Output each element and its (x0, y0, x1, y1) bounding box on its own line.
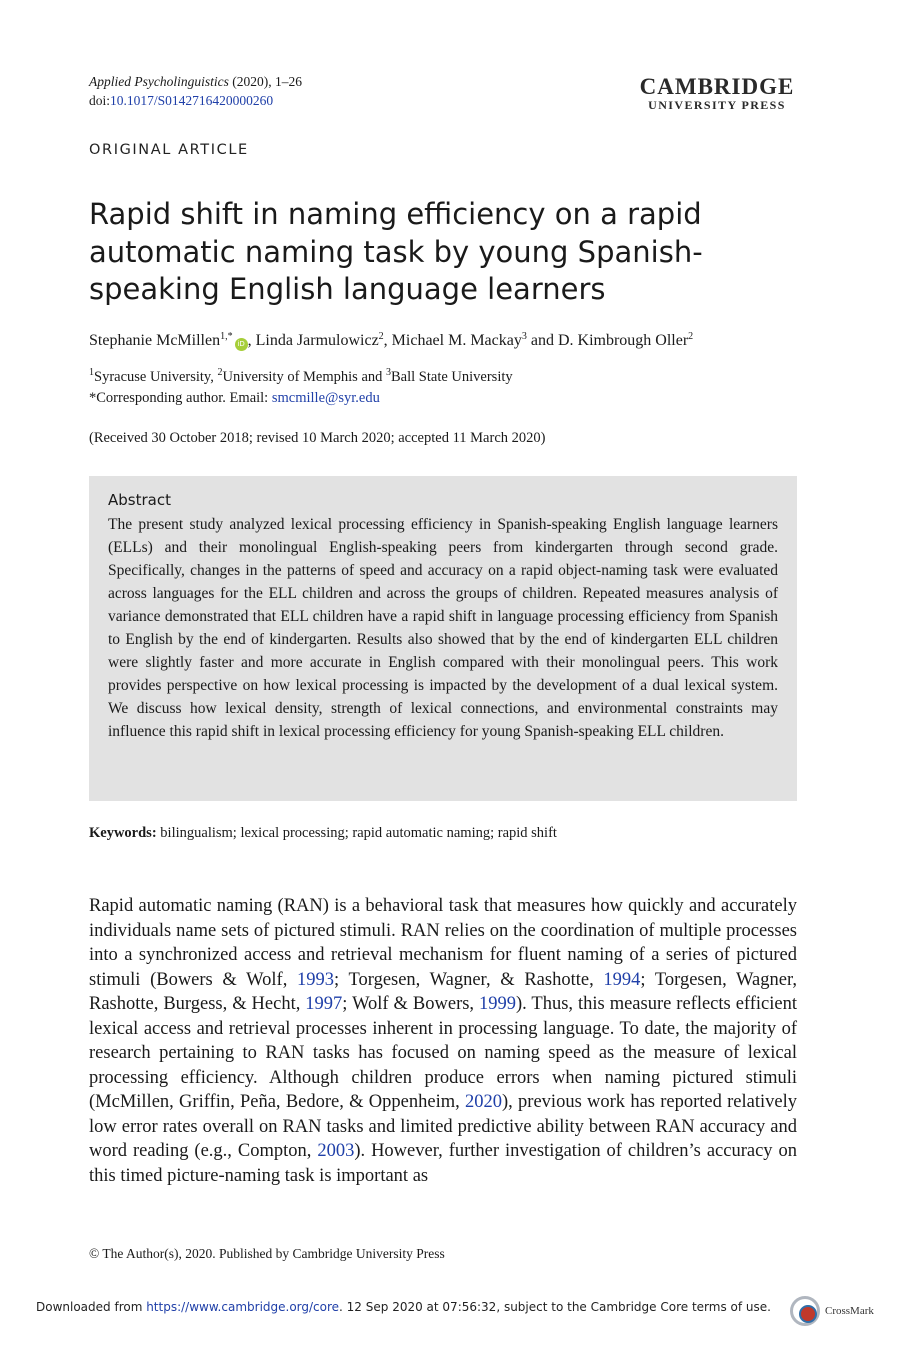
copyright-notice: © The Author(s), 2020. Published by Cambridge University Press (89, 1246, 445, 1261)
author-sup: 2 (688, 331, 694, 342)
citation-link[interactable]: 1997 (305, 994, 343, 1014)
cambridge-core-link[interactable]: https://www.cambridge.org/core (146, 1300, 340, 1314)
author-sup: 2 (378, 331, 384, 342)
keywords-text: bilingualism; lexical processing; rapid automatic naming; rapid shift (156, 825, 557, 841)
journal-name: Applied Psycholinguistics (89, 74, 229, 89)
doi-link[interactable]: 10.1017/S0142716420000260 (110, 93, 274, 108)
body-text-run: ), previous work has reported relatively low error rates overall on RAN tasks and limited predictive ability between RAN accuracy and word reading (e.g., Compton, (89, 1092, 797, 1161)
affil-name: Syracuse University, (94, 369, 218, 385)
citation-link[interactable]: 2020 (465, 1092, 502, 1112)
download-notice (36, 1300, 771, 1314)
affil-sup: 3 (386, 367, 392, 378)
corresponding-email-link[interactable]: smcmille@syr.edu (271, 390, 380, 406)
body-text-run: ). However, further investigation of children’s accuracy on this timed picture-naming task is important as (89, 1141, 797, 1186)
affil-name: University of Memphis and (222, 369, 387, 385)
crossmark-badge[interactable] (790, 1296, 880, 1330)
article-type: ORIGINAL ARTICLE (89, 142, 249, 158)
affil-name: Ball State University (391, 369, 513, 385)
doi-prefix: doi: (89, 93, 111, 108)
body-text-run: ; Wolf & Bowers, (342, 994, 480, 1014)
author-separator: , (383, 332, 392, 349)
download-prefix: Downloaded from (36, 1300, 147, 1314)
author-separator: and (526, 332, 558, 349)
abstract-box (89, 476, 797, 801)
orcid-icon[interactable]: iD (235, 338, 248, 351)
crossmark-label: CrossMark (825, 1305, 874, 1317)
keywords-label: Keywords: (89, 825, 157, 841)
crossmark-icon (790, 1296, 820, 1326)
journal-info: (2020), 1–26 (228, 74, 302, 89)
publisher-line1: CAMBRIDGE (639, 74, 795, 99)
crossmark-icon-inner (799, 1305, 817, 1323)
publisher-line2: UNIVERSITY PRESS (648, 98, 786, 112)
affil-sup: 1 (89, 367, 94, 378)
body-text-run: ). Thus, this measure reflects efficient lexical access and retrieval processes inherent in processing language. To date, the majority of research pertaining to RAN tasks has focused on naming speed as the measure of lexical processing efficiency. Although children produce errors when naming pictured stimuli (McMillen, Griffin, Peña, Bedore, & Oppenheim, (89, 994, 797, 1112)
article-title: Rapid shift in naming efficiency on a rapid automatic naming task by young Spanish-speaking English language learners (89, 197, 703, 306)
received-dates: (Received 30 October 2018; revised 10 March 2020; accepted 11 March 2020) (89, 430, 546, 446)
abstract-heading: Abstract (108, 491, 171, 509)
author-sup: 1,* (220, 331, 233, 342)
abstract-text: The present study analyzed lexical processing efficiency in Spanish-speaking English language learners (ELLs) and their monolingual English-speaking peers from kindergarten through second grade. Specifically, changes in the patterns of speed and accuracy on a rapid object-naming task were evaluated across languages for the ELL children and across the groups of children. Repeated measures analysis of variance demonstrated that ELL children have a rapid shift in language processing efficiency from Spanish to English by the end of kindergarten. Results also showed that by the end of kindergarten ELL children were slightly faster and more accurate in English compared with their monolingual peers. This work provides perspective on how lexical processing is impacted by the development of a dual lexical system. We discuss how lexical density, strength of lexical connections, and environmental constraints may influence this rapid shift in lexical processing efficiency for young Spanish-speaking ELL children. (108, 516, 778, 740)
corresponding-label: *Corresponding author. Email: (89, 390, 272, 406)
affil-sup: 2 (217, 367, 223, 378)
author-name: Linda Jarmulowicz (255, 332, 379, 349)
citation-link[interactable]: 1999 (479, 994, 517, 1014)
affiliations (89, 367, 513, 409)
citation-link[interactable]: 1993 (297, 969, 334, 990)
body-text-run: Rapid automatic naming (RAN) is a behavioral task that measures how quickly and accurately individuals name sets of pictured stimuli. RAN relies on the coordination of multiple processes into a synchronized access and retrieval mechanism for fluent naming of a series of pictured stimuli (Bowers & Wolf, (89, 896, 797, 990)
cambridge-logo (637, 75, 797, 112)
journal-citation (89, 72, 302, 110)
body-text-run: ; Torgesen, Wagner, & Rashotte, (334, 969, 604, 990)
keywords (89, 825, 557, 842)
author-name: Michael M. Mackay (391, 332, 522, 349)
author-separator: , (247, 332, 256, 349)
citation-link[interactable]: 2003 (317, 1141, 355, 1161)
body-text-run: ; Torgesen, Wagner, Rashotte, Burgess, & Hecht, (89, 969, 797, 1014)
author-name: D. Kimbrough Oller (557, 332, 689, 349)
author-sup: 3 (521, 331, 527, 342)
citation-link[interactable]: 1994 (603, 969, 641, 990)
body-paragraph (89, 894, 797, 1188)
download-suffix: . 12 Sep 2020 at 07:56:32, subject to the Cambridge Core terms of use. (339, 1300, 771, 1314)
author-name: Stephanie McMillen (89, 332, 221, 349)
author-list (89, 330, 693, 352)
